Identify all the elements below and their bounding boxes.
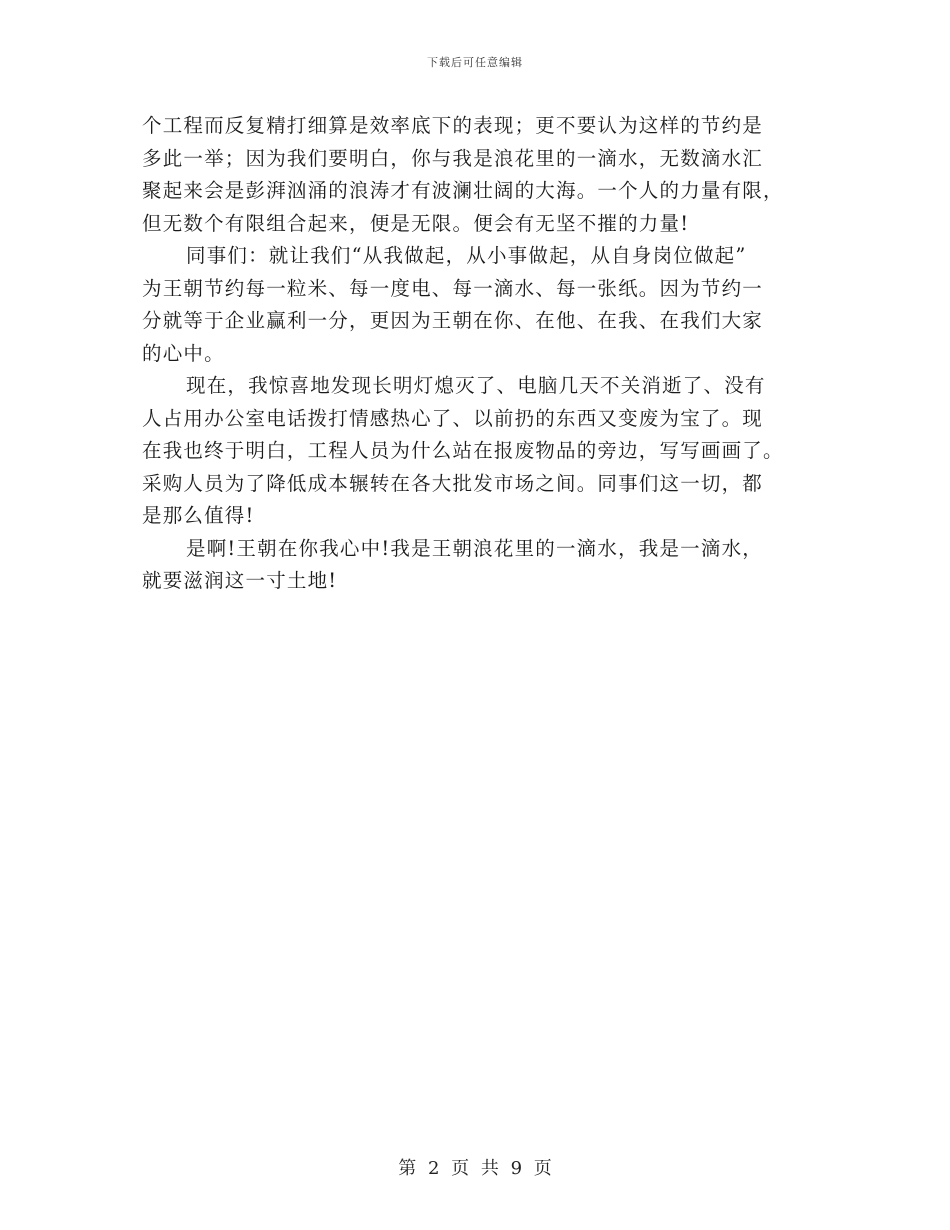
paragraph-3 (142, 370, 812, 533)
document-body (142, 110, 812, 598)
text-line: 的心中。 (142, 341, 225, 365)
text-line: 多此一举；因为我们要明白，你与我是浪花里的一滴水，无数滴水汇 (142, 146, 764, 170)
text-line: 在我也终于明白，工程人员为什么站在报废物品的旁边，写写画画了。 (142, 439, 784, 462)
page-number: 第 2 页 共 9 页 (398, 1158, 552, 1179)
text-line: 但无数个有限组合起来，便是无限。便会有无坚不摧的力量! (142, 211, 690, 235)
paragraph-4 (142, 533, 812, 598)
text-line: 人占用办公室电话拨打情感热心了、以前扔的东西又变废为宝了。现 (142, 406, 764, 430)
text-line: 聚起来会是彭湃汹涌的浪涛才有波澜壮阔的大海。一个人的力量有限， (142, 179, 784, 202)
text-line: 采购人员为了降低成本辗转在各大批发市场之间。同事们这一切，都 (142, 471, 764, 495)
paragraph-2 (142, 240, 812, 370)
text-line: 就要滋润这一寸土地! (142, 569, 338, 592)
page-header: 下载后可任意编辑 (427, 56, 523, 69)
text-line: 是那么值得! (142, 504, 255, 527)
text-line: 个工程而反复精打细算是效率底下的表现；更不要认为这样的节约是 (142, 114, 764, 137)
text-line: 现在，我惊喜地发现长明灯熄灭了、电脑几天不关消逝了、没有 (186, 374, 766, 397)
text-line: 是啊!王朝在你我心中!我是王朝浪花里的一滴水，我是一滴水， (186, 536, 763, 560)
paragraph-1 (142, 110, 812, 240)
text-line: 为王朝节约每一粒米、每一度电、每一滴水、每一张纸。因为节约一 (142, 276, 764, 300)
text-line: 同事们：就让我们“从我做起，从小事做起，从自身岗位做起” (186, 244, 747, 267)
text-line: 分就等于企业赢利一分，更因为王朝在你、在他、在我、在我们大家 (142, 309, 764, 332)
